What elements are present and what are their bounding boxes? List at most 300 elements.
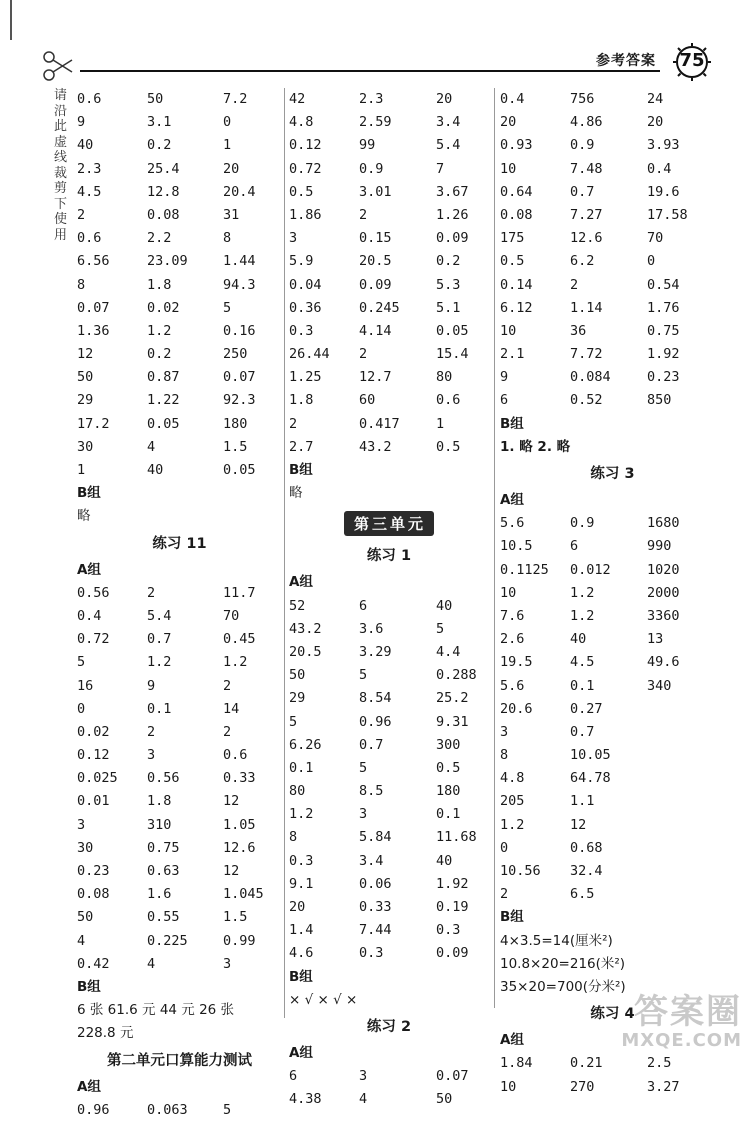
exercise-heading: 练习 3 [590,466,635,482]
answer-row [500,389,725,412]
column-divider [494,88,495,1008]
header-title: 参考答案 [596,53,656,69]
answer-cell: 0.7 [359,736,384,753]
answer-cell: 0.33 [223,770,256,787]
answer-cell: 0.5 [436,438,461,455]
answer-cell: 0.7 [570,183,595,200]
answer-cell: 0.93 [500,137,533,154]
answer-cell: 0.52 [570,392,603,409]
answer-cell: 2 [570,276,579,293]
answer-cell: 16 [77,677,94,694]
answer-cell: 0 [223,114,232,131]
answer-cell: 175 [500,230,525,247]
answer-row [77,366,282,389]
answer-cell: 0.02 [77,723,110,740]
answer-cell: 3.67 [436,183,469,200]
answer-cell: 4.8 [500,770,525,787]
answer-row [500,767,725,790]
answer-cell: 1.2 [147,654,172,671]
answer-cell: 20 [500,114,517,131]
answer-row [500,274,725,297]
answer-cell: 4.86 [570,114,603,131]
answer-cell: 40 [77,137,94,154]
answer-row [77,181,282,204]
answer-cell: 0.084 [570,369,611,386]
answer-row [289,134,489,157]
answer-cell: 49.6 [647,654,680,671]
answer-cell: 5 [289,713,298,730]
answer-row [289,413,489,436]
answer-cell: 9 [147,677,156,694]
answer-cell: 5.1 [436,299,461,316]
answer-column-3 [500,88,725,1099]
answer-cell: 0.87 [147,369,180,386]
answer-row [500,651,725,674]
answer-cell: 0.56 [147,770,180,787]
answer-cell: 12 [223,863,240,879]
answer-cell: 3.6 [359,620,384,637]
answer-cell: 25.2 [436,690,469,707]
answer-cell: 70 [223,607,240,624]
answer-cell: 8 [223,230,232,247]
watermark [621,994,742,1051]
answer-cell: 1.2 [570,607,595,624]
answer-cell: 0.5 [436,759,461,776]
answer-row [77,297,282,320]
answer-row [289,919,489,942]
answer-cell: 1020 [647,561,680,578]
answer-cell: 12 [570,816,587,833]
answer-cell: 52 [289,597,306,614]
answer-cell: 1.84 [500,1055,533,1072]
answer-cell: 3 [147,747,156,764]
answer-cell: 2.59 [359,114,392,131]
answer-row [77,227,282,250]
answer-row [289,343,489,366]
answer-row [500,698,725,721]
answer-cell: 3 [359,806,368,823]
answer-cell: 1.25 [289,369,322,386]
answer-cell: 50 [147,91,164,107]
answer-cell: 6 [359,597,368,614]
answer-cell: 8.54 [359,690,392,707]
group-b-label: B组 [289,462,313,478]
answer-cell: 0.288 [436,667,477,684]
answer-cell: 1 [436,415,445,432]
answer-row [289,181,489,204]
answer-row [77,605,282,628]
area-answer: 35×20=700(分米²) [500,978,626,995]
group-b-answer: 略 [77,508,91,525]
answer-row [77,628,282,651]
answer-row [77,790,282,813]
answer-row [500,250,725,273]
answer-row [500,512,725,535]
answer-cell: 0.2 [436,253,461,270]
answer-cell: 0.72 [289,160,322,177]
answer-cell: 8 [500,747,509,764]
answer-row [77,250,282,273]
answer-cell: 4.6 [289,945,314,962]
answer-row [77,413,282,436]
answer-row [500,535,725,558]
header-rule [80,70,660,72]
answer-cell: 0.07 [223,369,256,386]
answer-row [77,721,282,744]
answer-cell: 2 [147,723,156,740]
answer-cell: 1.6 [147,886,172,903]
answer-cell: 5.84 [359,829,392,846]
answer-cell: 4.38 [289,1091,322,1108]
check-marks: × √ × √ × [289,991,358,1008]
answer-cell: 0.4 [647,160,672,177]
answer-cell: 1680 [647,515,680,532]
answer-cell: 30 [77,839,94,856]
answer-cell: 0 [77,700,86,717]
answer-row [77,134,282,157]
answer-cell: 310 [147,816,172,833]
answer-row [289,227,489,250]
answer-cell: 0.7 [570,723,595,740]
group-b-label: B组 [77,485,101,502]
page-header [80,40,720,80]
answer-row [77,204,282,227]
answer-cell: 0.63 [147,863,180,879]
answer-row [77,698,282,721]
answer-row [77,1099,282,1122]
answer-cell: 5.6 [500,677,525,694]
answer-row [77,906,282,929]
answer-cell: 250 [223,346,248,363]
answer-cell: 0.05 [223,462,256,478]
answer-row [289,274,489,297]
answer-cell: 94.3 [223,276,256,293]
answer-cell: 1.36 [77,322,110,339]
answer-row [77,459,282,482]
answer-cell: 0.54 [647,276,680,293]
answer-cell: 0.05 [147,415,180,432]
answer-row [289,88,489,111]
answer-cell: 7.48 [570,160,603,177]
answer-cell: 0.063 [147,1101,188,1118]
answer-cell: 3.29 [359,643,392,660]
answer-cell: 2 [77,206,86,223]
answer-cell: 3.93 [647,137,680,154]
answer-cell: 3360 [647,607,680,624]
answer-cell: 0.75 [647,322,680,339]
group-a-label: A组 [77,1078,101,1095]
answer-cell: 180 [223,415,248,432]
answer-cell: 25.4 [147,160,180,177]
answer-cell: 10.5 [500,538,533,555]
answer-row [77,158,282,181]
answer-cell: 5 [359,667,368,684]
answer-row [289,1065,489,1088]
answer-row [77,837,282,860]
answer-cell: 4.4 [436,643,461,660]
answer-cell: 11.68 [436,829,477,846]
answer-cell: 40 [570,631,587,648]
answer-cell: 5.4 [147,607,172,624]
answer-cell: 0.16 [223,322,256,339]
answer-cell: 0.05 [436,322,469,339]
answer-cell: 20 [289,899,306,915]
answer-row [77,930,282,953]
test-heading: 第二单元口算能力测试 [107,1052,252,1069]
answer-cell: 11.7 [223,584,256,601]
answer-cell: 5 [359,759,368,776]
answer-cell: 3 [223,955,232,972]
answer-cell: 0.2 [147,137,172,154]
answer-cell: 29 [289,690,306,707]
answer-cell: 0.42 [77,955,110,972]
answer-cell: 3.4 [359,852,384,869]
group-a-label: A组 [500,1032,524,1049]
answer-row [289,1088,489,1111]
group-a-label: A组 [77,561,101,578]
answer-column-2 [289,88,489,1112]
answer-row [500,744,725,767]
answer-cell: 0.3 [289,322,314,339]
answer-cell: 3 [289,230,298,247]
answer-cell: 50 [289,667,306,684]
group-b-answer: 6 张 61.6 元 44 元 26 张 [77,1002,235,1019]
answer-cell: 0.12 [77,747,110,764]
answer-cell: 20 [436,91,453,107]
answer-cell: 1.5 [223,438,248,455]
answer-row [77,274,282,297]
answer-cell: 3 [500,723,509,740]
answer-cell: 270 [570,1078,595,1095]
answer-cell: 0.99 [223,932,256,949]
answer-row [500,883,725,906]
answer-cell: 0.04 [289,276,322,293]
answer-row [289,942,489,965]
answer-row [500,227,725,250]
answer-row [77,953,282,976]
answer-row [289,803,489,826]
answer-cell: 5 [77,654,86,671]
answer-cell: 10 [500,1078,517,1095]
answer-row [77,111,282,134]
answer-cell: 5 [223,299,232,316]
answer-row [500,88,725,111]
answer-cell: 4.8 [289,114,314,131]
answer-cell: 1 [77,462,86,478]
answer-cell: 1.05 [223,816,256,833]
answer-cell: 2 [359,346,368,363]
answer-cell: 4 [147,438,156,455]
group-a-label: A组 [289,574,313,591]
answer-cell: 43.2 [289,620,322,637]
answer-cell: 1.2 [223,654,248,671]
group-b-answer: 略 [289,485,303,502]
answer-cell: 0.23 [77,863,110,879]
answer-cell: 0.1125 [500,561,549,578]
answer-row [500,204,725,227]
answer-cell: 92.3 [223,392,256,409]
answer-cell: 9.1 [289,875,314,892]
answer-cell: 7 [436,160,445,177]
answer-cell: 4 [359,1091,368,1108]
answer-row [289,366,489,389]
answer-cell: 0.75 [147,839,180,856]
answer-row [289,711,489,734]
answer-cell: 19.6 [647,183,680,200]
answer-cell: 2 [223,723,232,740]
answer-cell: 1.8 [147,793,172,810]
answer-cell: 3.27 [647,1078,680,1095]
answer-cell: 0.6 [77,230,102,247]
answer-cell: 3 [77,816,86,833]
answer-cell: 80 [289,783,306,800]
answer-cell: 1.44 [223,253,256,270]
answer-cell: 2.5 [647,1055,672,1072]
answer-cell: 0.36 [289,299,322,316]
answer-cell: 1.5 [223,909,248,926]
answer-row [500,628,725,651]
answer-cell: 0.08 [500,206,533,223]
group-b-label: B组 [77,978,101,995]
answer-cell: 0.1 [147,700,172,717]
answer-cell: 180 [436,783,461,800]
page-edge-mark [10,0,12,40]
answer-cell: 0.3 [436,922,461,939]
answer-cell: 6.2 [570,253,595,270]
answer-cell: 80 [436,369,453,386]
answer-cell: 20.5 [359,253,392,270]
answer-cell: 756 [570,91,595,107]
answer-cell: 6.26 [289,736,322,753]
answer-cell: 8 [289,829,298,846]
answer-cell: 0.55 [147,909,180,926]
answer-row [77,436,282,459]
answer-row [77,88,282,111]
answer-cell: 205 [500,793,525,810]
answer-row [500,721,725,744]
answer-row [77,651,282,674]
answer-row [289,158,489,181]
answer-cell: 31 [223,206,240,223]
group-b-label: B组 [500,909,524,926]
answer-cell: 0.5 [500,253,525,270]
answer-row [500,605,725,628]
answer-row [289,664,489,687]
answer-cell: 0.09 [436,230,469,247]
answer-cell: 0.27 [570,700,603,717]
answer-cell: 0.15 [359,230,392,247]
answer-cell: 9 [77,114,86,131]
answer-row [500,860,725,883]
exercise-heading: 练习 11 [152,535,207,552]
answer-cell: 0.6 [436,392,461,409]
area-answer: 4×3.5=14(厘米²) [500,932,613,949]
watermark-brand: 答案圈 [634,992,742,1032]
answer-cell: 12.6 [223,839,256,856]
answer-cell: 990 [647,538,672,555]
exercise-heading: 练习 2 [366,1018,412,1035]
answer-cell: 1.14 [570,299,603,316]
answer-row [500,814,725,837]
answer-cell: 5.3 [436,276,461,293]
answer-cell: 0.9 [359,160,384,177]
answer-cell: 64.78 [570,770,611,787]
answer-cell: 30 [77,438,94,455]
answer-cell: 10 [500,584,517,601]
group-b-answer: 1. 略 2. 略 [500,438,571,455]
answer-cell: 5.6 [500,515,525,532]
answer-cell: 0 [647,253,656,270]
answer-cell: 0.56 [77,584,110,601]
answer-cell: 2 [223,677,232,694]
answer-cell: 0.3 [289,852,314,869]
answer-cell: 2.6 [500,631,525,648]
answer-cell: 5.4 [436,137,461,154]
answer-cell: 0.1 [570,677,595,694]
answer-row [289,389,489,412]
answer-cell: 40 [436,852,453,869]
answer-cell: 70 [647,230,664,247]
answer-row [289,297,489,320]
answer-cell: 6.5 [570,886,595,903]
answer-cell: 0.012 [570,561,611,578]
answer-cell: 36 [570,322,587,339]
answer-cell: 1 [223,137,232,154]
answer-cell: 1.86 [289,206,322,223]
area-answer: 10.8×20=216(米²) [500,955,626,972]
answer-cell: 0.09 [359,276,392,293]
answer-cell: 0.96 [77,1101,110,1118]
answer-cell: 1.92 [647,346,680,363]
answer-cell: 8 [77,276,86,293]
answer-cell: 3 [359,1068,368,1085]
answer-cell: 0.4 [77,607,102,624]
answer-cell: 7.72 [570,346,603,363]
answer-cell: 29 [77,392,94,409]
answer-cell: 1.8 [289,392,314,409]
unit-heading: 第三单元 [344,511,434,536]
answer-cell: 850 [647,392,672,409]
answer-cell: 3.01 [359,183,392,200]
answer-row [77,320,282,343]
answer-row [289,826,489,849]
answer-cell: 24 [647,91,664,107]
answer-row [289,687,489,710]
answer-cell: 0.02 [147,299,180,316]
answer-cell: 20.4 [223,183,256,200]
answer-cell: 0.1 [436,806,461,823]
answer-cell: 0.025 [77,770,118,787]
answer-cell: 1.2 [500,816,525,833]
answer-row [77,582,282,605]
answer-cell: 1.2 [147,322,172,339]
answer-cell: 10 [500,322,517,339]
answer-column-1 [77,88,282,1122]
answer-cell: 0.19 [436,899,469,915]
answer-row [289,111,489,134]
answer-cell: 0.06 [359,875,392,892]
answer-cell: 26.44 [289,346,330,363]
group-b-answer: 228.8 元 [77,1025,134,1042]
answer-cell: 6.56 [77,253,110,270]
answer-row [77,343,282,366]
answer-row [500,675,725,698]
answer-cell: 2000 [647,584,680,601]
answer-cell: 3.1 [147,114,172,131]
answer-cell: 60 [359,392,376,409]
answer-cell: 6 [289,1068,298,1085]
answer-row [289,734,489,757]
